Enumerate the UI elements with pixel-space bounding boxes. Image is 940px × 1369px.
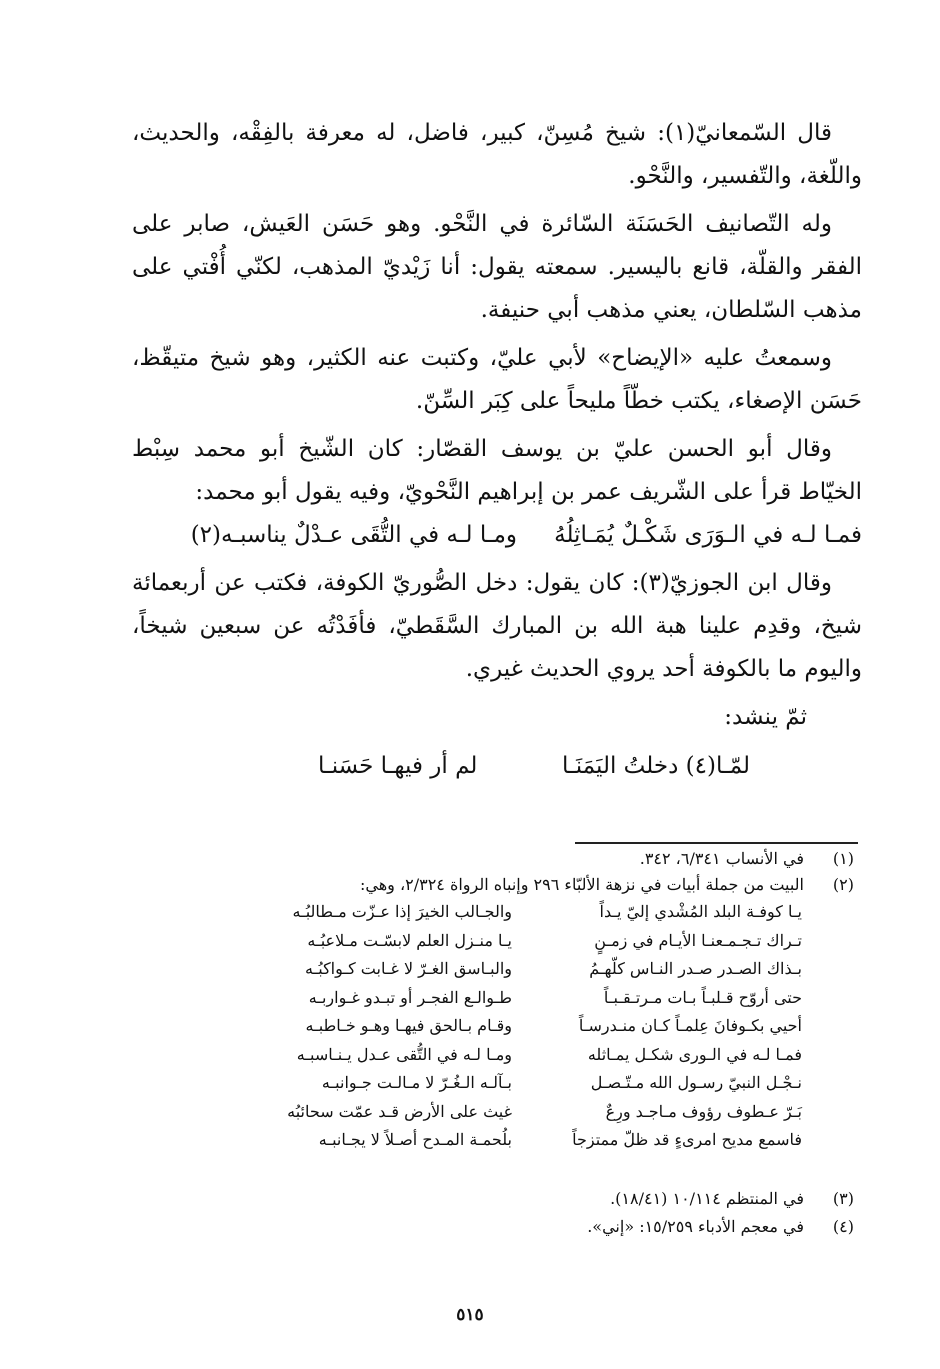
verse-yemen-second: لم أر فيهـا حَسَنـا xyxy=(317,753,478,779)
poem-hemistich-second: والبـاسق الغـرّ لا غـابت كـواكبُـه xyxy=(304,959,512,978)
poem-hemistich-second: طـوالـع الفجـر أو تبـدو غـواربـه xyxy=(308,987,512,1007)
poem-line xyxy=(202,898,802,927)
footnote-text: في معجم الأدباء ١٥/٢٥٩: «إني». xyxy=(587,1217,804,1236)
footnote-2 xyxy=(154,872,854,898)
poem-hemistich-first: فمـا لـه في الـورى شكـل يمـاثله xyxy=(587,1044,802,1064)
poem-line xyxy=(202,984,802,1013)
poem-hemistich-second: غيث على الأرض قـد عمّت سحائبُه xyxy=(287,1101,512,1121)
paragraph-tasanif: وله التّصانيف الحَسَنَة السّائرة في النَّحْو. وهو حَسَن العَيش، صابر على الفقر والقلّة، قانع باليسير. سمعته يقول: أنا زَيْديّ المذهب، لكنّي أُفْتي على مذهب السّلطان، يعني مذهب أبي حنيفة. xyxy=(132,211,862,323)
footnote-number: (١) xyxy=(832,849,854,868)
poem-hemistich-second: والجـالب الخيرَ إذا عـزّت مـطالبُـه xyxy=(292,902,512,921)
poem-hemistich-first: يـا كوفـة البلد المُشْدي إليّ يـداً xyxy=(599,902,802,921)
poem-hemistich-first: بَـرّ عـطوف رؤوف مـاجـد ورِعٌ xyxy=(605,1101,802,1121)
poem-hemistich-first: فاسمع مديح امرىءٍ قد ظلّ ممتزجاً xyxy=(572,1130,802,1149)
poem-line xyxy=(202,927,802,956)
poem-hemistich-first: حتى أروّح قـلبـاً بـات مـرتـقـبـاً xyxy=(603,987,802,1007)
footnote-divider xyxy=(575,842,858,844)
verse-yemen-first: لمّـا(٤) دخلتُ اليَمَنَـا xyxy=(562,753,750,779)
verse-hemistich-first: فمـا لـه في الـوَرَى شَكْـلٌ يُمَـاثِلُهُ xyxy=(554,522,862,548)
footnote-text: البيت من جملة أبيات في نزهة الألبّاء ٢٩٦ وإنباه الرواة ٢/٣٢٤، وهي: xyxy=(359,875,804,894)
footnote-number: (٤) xyxy=(832,1217,854,1236)
poem-hemistich-second: يـا منـزل العلم لابسّـت مـلاعبُـه xyxy=(307,930,512,950)
poem-hemistich-second: بـآلـه الـغُـرّ لا مـالـت جـوانبـه xyxy=(321,1073,512,1092)
footnote-1 xyxy=(154,846,854,872)
paragraph-idah: وسمعتُ عليه «الإيضاح» لأبي عليّ، وكتبت عنه الكثير، وهو شيخ متيقّظ، حَسَن الإصغاء، يكتب خطّاً مليحاً على كِبَر السِّنّ. xyxy=(132,345,862,414)
footnote-poem xyxy=(202,898,802,1155)
paragraph-samaani: قال السّمعانيّ(١): شيخ مُسِنّ، كبير، فاضل، له معرفة بالفِقْه، والحديث، واللّغة، والتّفسير، والنَّحْو. xyxy=(132,120,862,189)
poem-line xyxy=(202,1126,802,1155)
poem-hemistich-second: وقـام بـالحق فيهـا وهـو خـاطبـه xyxy=(305,1016,512,1035)
poem-line xyxy=(202,1012,802,1041)
page-number: ٥١٥ xyxy=(456,1305,484,1325)
poem-hemistich-first: تـراك تـجـمـعنـا الأيـام في زمـنٍ xyxy=(594,930,802,950)
poem-line xyxy=(202,1098,802,1127)
footnotes xyxy=(154,846,854,898)
paragraph-qassar: وقال أبو الحسن عليّ بن يوسف القصّار: كان الشّيخ أبو محمد سِبْط الخيّاط قرأ على الشّريف عمر بن إبراهيم النَّحْويّ، وفيه يقول أبو محمد: xyxy=(132,436,862,505)
poem-hemistich-first: أحيي بكـوفانَ عِلمـاً كـان منـدرسـاً xyxy=(578,1016,802,1035)
footnote-number: (٢) xyxy=(832,875,854,894)
verse-line xyxy=(132,514,862,557)
footnote-text: في الأنساب ٦/٣٤١، ٣٤٢. xyxy=(639,849,804,868)
poem-hemistich-second: ومـا لـه في التُّقى عـدل يـنـاسبـه xyxy=(296,1044,512,1064)
footnote-3 xyxy=(154,1185,854,1213)
recite-line: ثمّ ينشد: xyxy=(724,704,807,730)
footnote-4 xyxy=(154,1213,854,1241)
poem-line xyxy=(202,955,802,984)
main-text xyxy=(132,112,862,739)
footnote-number: (٣) xyxy=(832,1189,854,1208)
poem-line xyxy=(202,1041,802,1070)
footnotes-continued xyxy=(154,1185,854,1241)
verse-yemen xyxy=(318,745,750,788)
footnote-text: في المنتظم ١٠/١١٤ (١٨/٤١). xyxy=(610,1189,804,1208)
verse-hemistich-second: ومـا لـه في التُّقَى عـدْلٌ يناسبـه(٢) xyxy=(190,522,517,548)
poem-line xyxy=(202,1069,802,1098)
poem-hemistich-first: نـجْـل النبيّ رسـول الله مـتّـصـل xyxy=(590,1073,802,1092)
poem-hemistich-second: بلُحمـة المـدح أصـلاً لا يجـانبـه xyxy=(318,1130,512,1149)
paragraph-ibn-jawzi: وقال ابن الجوزيّ(٣): كان يقول: دخل الصُّوريّ الكوفة، فكتب عن أربعمائة شيخ، وقدِم علينا هبة الله بن المبارك السَّقَطيّ، فأفَدْتُه عن سبعين شيخاً، واليوم ما بالكوفة أحد يروي الحديث غيري. xyxy=(132,570,862,682)
poem-hemistich-first: بـذاك الصـدر صـدر النـاس كلّهـمُ xyxy=(589,959,802,978)
